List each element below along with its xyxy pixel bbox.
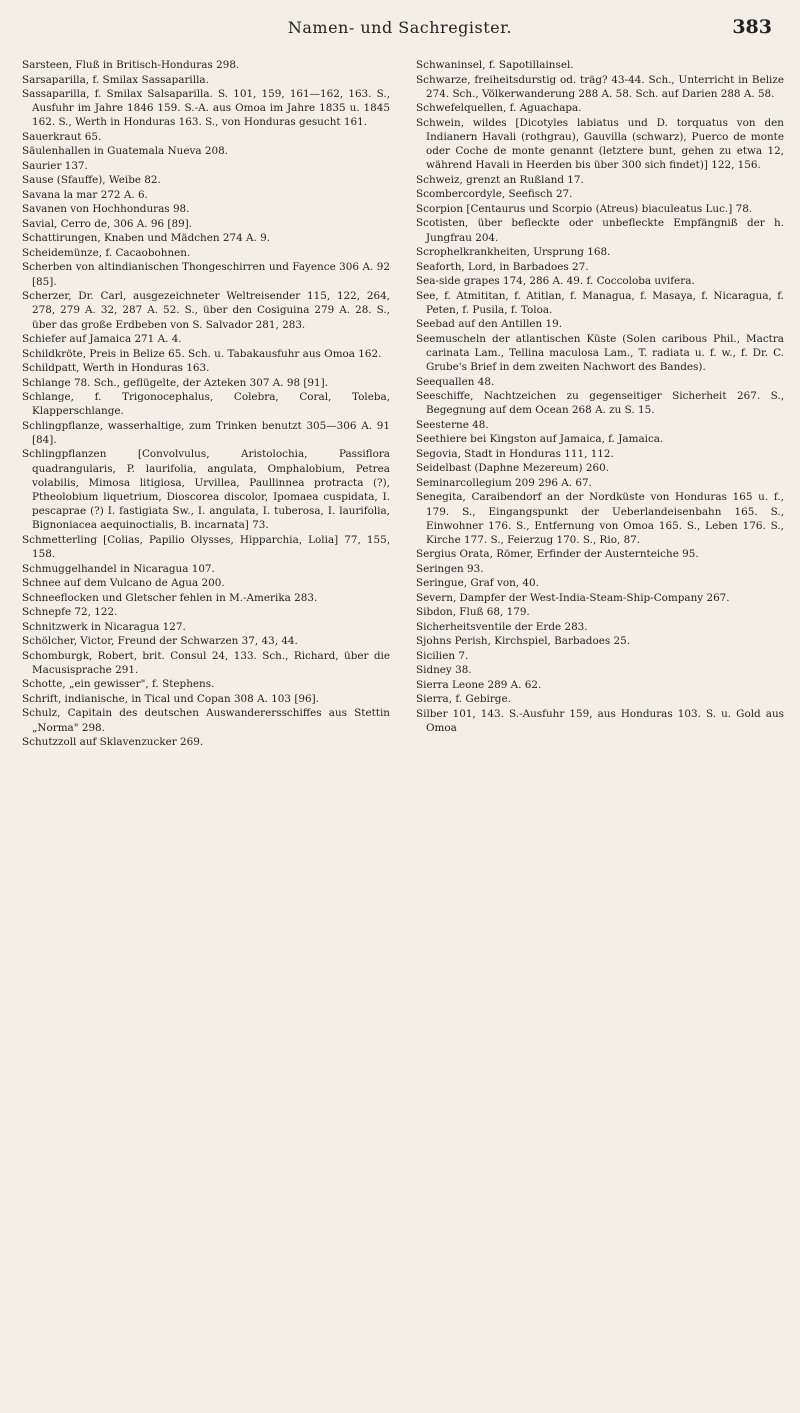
page-number: 383 — [732, 16, 772, 38]
index-entry: Seminarcollegium 209 296 A. 67. — [416, 476, 592, 489]
index-entry: Scotisten, über befleckte oder unbefleckte Empfängniß der h. Jungfrau 204. — [416, 217, 784, 244]
index-entry: Segovia, Stadt in Honduras 111, 112. — [416, 447, 614, 460]
index-entry: Sibdon, Fluß 68, 179. — [416, 606, 530, 619]
index-entry: Sarsaparilla, f. Smilax Sassaparilla. — [22, 73, 209, 86]
index-entry: Schrift, indianische, in Tical und Copan 308 A. 103 [96]. — [22, 692, 319, 705]
index-entry: Schlingpflanze, wasserhaltige, zum Trinken benutzt 305—306 A. 91 [84]. — [22, 419, 390, 446]
index-entry: Seringen 93. — [416, 562, 484, 575]
index-entry: Sea-side grapes 174, 286 A. 49. f. Coccoloba uvifera. — [416, 275, 695, 288]
index-entry: Sicilien 7. — [416, 649, 469, 662]
index-entry: Schmetterling [Colias, Papilio Olysses, Hipparchia, Lolia] 77, 155, 158. — [22, 533, 390, 561]
index-entry: Sarsteen, Fluß in Britisch-Honduras 298. — [22, 59, 240, 71]
index-entry: Sauerkraut 65. — [22, 130, 102, 143]
running-title: Namen- und Sachregister. — [287, 18, 513, 37]
index-column-right — [416, 58, 784, 1398]
index-entry: Schnitzwerk in Nicaragua 127. — [22, 620, 186, 633]
index-entry: Säulenhallen in Guatemala Nueva 208. — [22, 145, 228, 158]
index-entry: Sierra Leone 289 A. 62. — [416, 678, 542, 691]
index-entry: Schotte, „ein gewisser", f. Stephens. — [22, 678, 215, 691]
index-entry: Seringue, Graf von, 40. — [416, 577, 539, 590]
index-entry: Scherben von altindianischen Thongeschirren und Fayence 306 A. 92 [85]. — [22, 261, 390, 288]
index-entry: Schölcher, Victor, Freund der Schwarzen 37, 43, 44. — [22, 635, 298, 648]
index-entry: Sierra, f. Gebirge. — [416, 693, 511, 706]
index-entry: Scrophelkrankheiten, Ursprung 168. — [416, 246, 611, 259]
index-entry: Scherzer, Dr. Carl, ausgezeichneter Weltreisender 115, 122, 264, 278, 279 A. 32, 287 A. 52. S., über den Cosiguina 279 A. 28. S., über das große Erdbeben von S. Salvador 281, 283. — [22, 290, 390, 331]
index-entry: Savanen von Hochhonduras 98. — [22, 203, 190, 216]
index-entry: Schutzzoll auf Sklavenzucker 269. — [22, 736, 204, 749]
index-entry: Schweiz, grenzt an Rußland 17. — [416, 173, 584, 186]
running-head — [0, 16, 800, 46]
index-entry: Schiefer auf Jamaica 271 A. 4. — [22, 333, 182, 346]
index-entry: Schwarze, freiheitsdurstig od. träg? 43-44. Sch., Unterricht in Belize 274. Sch., Völkerwanderung 288 A. 58. Sch. auf Darien 288 A. 58. — [416, 73, 784, 100]
index-entry: Sjohns Perish, Kirchspiel, Barbadoes 25. — [416, 635, 631, 648]
index-entry: Saurier 137. — [22, 159, 88, 172]
index-entry: Sause (Sfauffe), Weibe 82. — [22, 174, 161, 187]
index-entry: Scombercordyle, Seefisch 27. — [416, 188, 573, 201]
index-entry: Seebad auf den Antillen 19. — [416, 318, 563, 331]
index-entry: Seaforth, Lord, in Barbadoes 27. — [416, 260, 589, 273]
index-entry: Silber 101, 143. S.-Ausfuhr 159, aus Honduras 103. S. u. Gold aus Omoa — [416, 707, 784, 735]
index-entry: Schmuggelhandel in Nicaragua 107. — [22, 562, 215, 575]
index-entry: Schlingpflanzen [Convolvulus, Aristolochia, Passiflora quadrangularis, P. laurifolia, angulata, Omphalobium, Petrea volabilis, Mimosa litigiosa, Urvillea, Paullinnea protracta (?), Ptheolobium liquetrium, Dioscorea discolor, Ipomaea cuspidata, I. pescaprae (?) I. fastigiata Sw., I. angulata, I. tuberosa, I. laurifolia, Bignoniacea aequinoctialis, B. incarnata] 73. — [22, 448, 390, 532]
index-entry: Schildkröte, Preis in Belize 65. Sch. u. Tabakausfuhr aus Omoa 162. — [22, 347, 382, 360]
index-entry: Schwefelquellen, f. Aguachapa. — [416, 102, 582, 115]
index-entry: Seethiere bei Kingston auf Jamaica, f. Jamaica. — [416, 433, 664, 446]
index-entry: Sassaparilla, f. Smilax Salsaparilla. S. 101, 159, 161—162, 163. S., Ausfuhr im Jahre 1846 159. S.-A. aus Omoa im Jahre 1835 u. 1845 162. S., Werth in Honduras 163. S., von Honduras gesucht 161. — [22, 88, 390, 129]
index-entry: Sidney 38. — [416, 664, 472, 677]
index-entry: Savana la mar 272 A. 6. — [22, 188, 148, 201]
index-entry: Seeschiffe, Nachtzeichen zu gegenseitiger Sicherheit 267. S., Begegnung auf dem Ocean 268 A. zu S. 15. — [416, 390, 784, 417]
index-entry: Schulz, Capitain des deutschen Auswanderersschiffes aus Stettin „Norma" 298. — [22, 707, 390, 734]
index-entry: See, f. Atmititan, f. Atitlan, f. Managua, f. Masaya, f. Nicaragua, f. Peten, f. Pusila, f. Toloa. — [416, 289, 784, 316]
index-columns — [22, 58, 784, 1398]
index-entry: Severn, Dampfer der West-India-Steam-Ship-Company 267. — [416, 591, 730, 604]
index-entry: Sergius Orata, Römer, Erfinder der Austernteiche 95. — [416, 548, 699, 561]
index-entry: Seesterne 48. — [416, 418, 489, 431]
index-entry: Schattirungen, Knaben und Mädchen 274 A. 9. — [22, 232, 271, 245]
index-entry: Schwein, wildes [Dicotyles labiatus und D. torquatus von den Indianern Havali (rothgrau), Gauvilla (schwarz), Puerco de monte oder Coche de monte genannt (letztere bunt, gehen zu etwa 12, während Havali in Heerden bis über 300 sich findet)] 122, 156. — [416, 116, 784, 172]
index-entry: Savial, Cerro de, 306 A. 96 [89]. — [22, 217, 193, 230]
index-entry: Scheidemünze, f. Cacaobohnen. — [22, 246, 191, 259]
index-entry: Seidelbast (Daphne Mezereum) 260. — [416, 462, 610, 475]
index-column-left — [22, 58, 390, 1398]
index-entry: Schildpatt, Werth in Honduras 163. — [22, 362, 210, 375]
index-entry: Schlange 78. Sch., geflügelte, der Azteken 307 A. 98 [91]. — [22, 376, 329, 389]
index-entry: Schneeflocken und Gletscher fehlen in M.-Amerika 283. — [22, 591, 318, 604]
index-entry: Schnepfe 72, 122. — [22, 606, 118, 619]
index-entry: Schlange, f. Trigonocephalus, Colebra, Coral, Toleba, Klapperschlange. — [22, 391, 390, 418]
index-entry: Sicherheitsventile der Erde 283. — [416, 620, 588, 633]
index-entry: Senegita, Caraibendorf an der Nordküste von Honduras 165 u. f., 179. S., Eingangspunkt der Ueberlandeisenbahn 165. S., Einwohner 176. S., Entfernung von Omoa 165. S., Leben 176. S., Kirche 177. S., Feierzug 170. S., Rio, 87. — [416, 491, 784, 546]
index-entry: Scorpion [Centaurus und Scorpio (Atreus) biaculeatus Luc.] 78. — [416, 202, 753, 215]
index-entry: Schwaninsel, f. Sapotillainsel. — [416, 59, 574, 71]
index-entry: Schnee auf dem Vulcano de Agua 200. — [22, 577, 225, 590]
index-entry: Seequallen 48. — [416, 375, 495, 388]
index-entry: Seemuscheln der atlantischen Küste (Solen caribous Phil., Mactra carinata Lam., Tellina maculosa Lam., T. radiata u. f. w., f. Dr. C. Grube's Brief in dem zweiten Nachwort des Bandes). — [416, 332, 784, 374]
index-entry: Schomburgk, Robert, brit. Consul 24, 133. Sch., Richard, über die Macusisprache 291. — [22, 649, 390, 676]
